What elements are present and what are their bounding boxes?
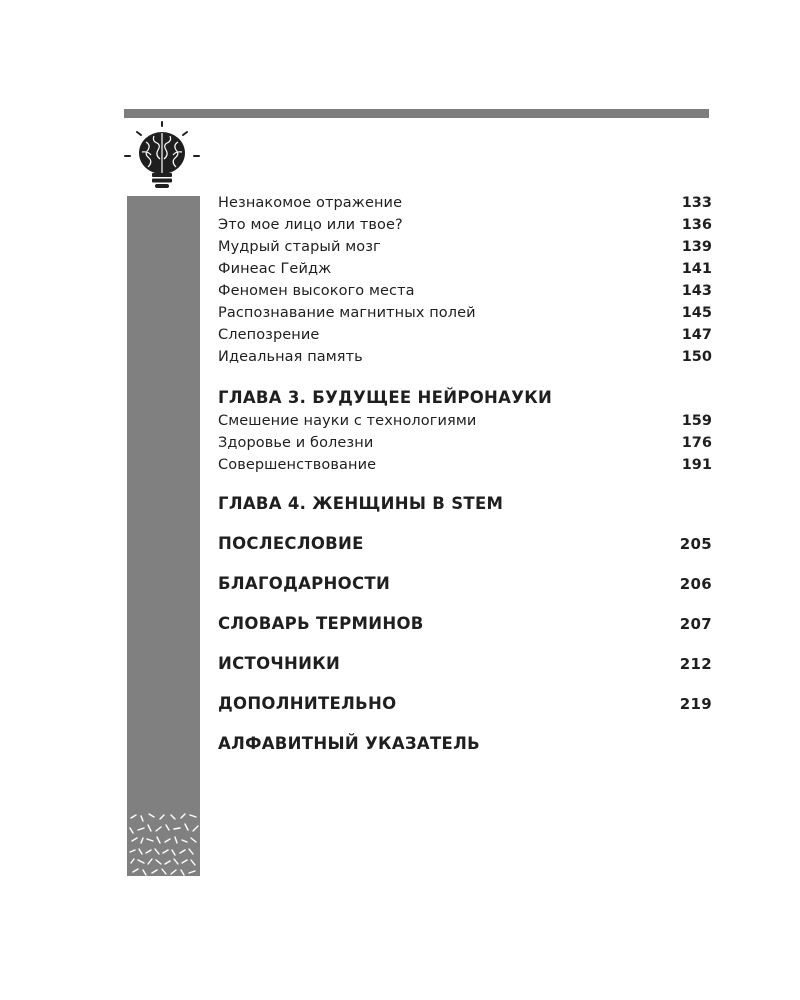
toc-entry[interactable] — [218, 432, 712, 454]
toc-entry-page: 139 — [681, 239, 712, 255]
backmatter-page: 207 — [679, 615, 712, 633]
backmatter-page: 205 — [679, 535, 712, 553]
backmatter-heading[interactable] — [218, 532, 712, 556]
backmatter-heading[interactable] — [218, 612, 712, 636]
backmatter-heading[interactable] — [218, 572, 712, 596]
backmatter-title: БЛАГОДАРНОСТИ — [218, 574, 391, 593]
toc-entry-page: 150 — [681, 349, 712, 365]
table-of-contents — [218, 192, 712, 756]
toc-entry-title: Мудрый старый мозг — [218, 239, 381, 255]
brain-lightbulb-icon — [122, 120, 202, 192]
toc-entry-title: Распознавание магнитных полей — [218, 305, 476, 321]
backmatter-title: АЛФАВИТНЫЙ УКАЗАТЕЛЬ — [218, 734, 480, 753]
toc-entry-title: Финеас Гейдж — [218, 261, 332, 277]
toc-entry[interactable] — [218, 410, 712, 432]
toc-entry[interactable] — [218, 302, 712, 324]
backmatter-title: ИСТОЧНИКИ — [218, 654, 341, 673]
toc-entry-title: Незнакомое отражение — [218, 195, 403, 211]
backmatter-title: СЛОВАРЬ ТЕРМИНОВ — [218, 614, 424, 633]
backmatter-page: 206 — [679, 575, 712, 593]
toc-entry-page: 136 — [681, 217, 712, 233]
toc-entry-page: 133 — [681, 195, 712, 211]
backmatter-heading[interactable] — [218, 652, 712, 676]
toc-entry[interactable] — [218, 214, 712, 236]
toc-entry[interactable] — [218, 346, 712, 368]
toc-entry-page: 141 — [681, 261, 712, 277]
chapter-heading[interactable] — [218, 386, 712, 410]
toc-entry[interactable] — [218, 280, 712, 302]
backmatter-page: 212 — [679, 655, 712, 673]
toc-entry[interactable] — [218, 192, 712, 214]
sidebar-band — [127, 196, 200, 876]
toc-entry-page: 176 — [681, 435, 712, 451]
toc-entry-page: 191 — [681, 457, 712, 473]
toc-entry-title: Здоровье и болезни — [218, 435, 374, 451]
toc-entry-title: Смешение науки с технологиями — [218, 413, 477, 429]
toc-entry-page: 143 — [681, 283, 712, 299]
chapter-title: ГЛАВА 4. ЖЕНЩИНЫ В STEM — [218, 494, 504, 513]
backmatter-page: 219 — [679, 695, 712, 713]
top-rule — [124, 109, 709, 118]
toc-entry-title: Феномен высокого места — [218, 283, 415, 299]
confetti-pattern — [127, 812, 200, 876]
chapter-heading[interactable] — [218, 492, 712, 516]
backmatter-heading[interactable] — [218, 732, 712, 756]
toc-entry-title: Это мое лицо или твое? — [218, 217, 403, 233]
toc-entry[interactable] — [218, 324, 712, 346]
toc-entry-title: Совершенствование — [218, 457, 377, 473]
toc-entry-page: 145 — [681, 305, 712, 321]
toc-entry[interactable] — [218, 236, 712, 258]
toc-entry-page: 159 — [681, 413, 712, 429]
toc-entry[interactable] — [218, 454, 712, 476]
toc-entry-title: Слепозрение — [218, 327, 320, 343]
toc-entry[interactable] — [218, 258, 712, 280]
toc-entry-title: Идеальная память — [218, 349, 363, 365]
backmatter-title: ДОПОЛНИТЕЛЬНО — [218, 694, 397, 713]
chapter-title: ГЛАВА 3. БУДУЩЕЕ НЕЙРОНАУКИ — [218, 388, 553, 407]
toc-entry-page: 147 — [681, 327, 712, 343]
backmatter-heading[interactable] — [218, 692, 712, 716]
backmatter-title: ПОСЛЕСЛОВИЕ — [218, 534, 364, 553]
